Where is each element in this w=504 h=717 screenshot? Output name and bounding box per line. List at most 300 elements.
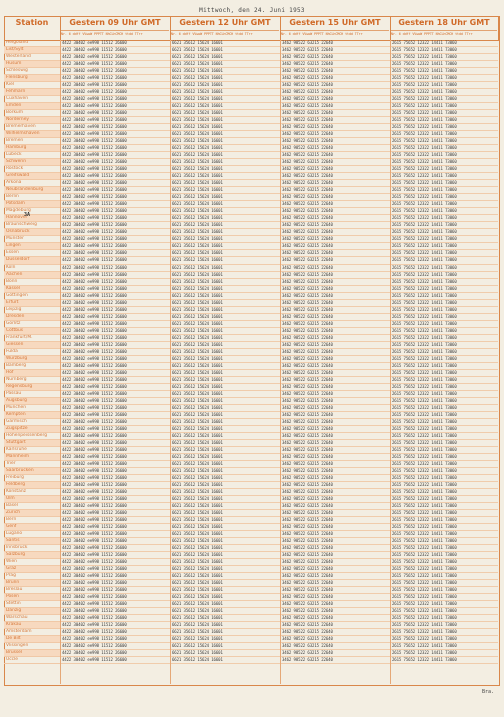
- observation-group: 2615 75652 12322 14411 73060: [392, 82, 457, 88]
- observation-group: 2615 75652 12322 14411 73060: [392, 264, 457, 270]
- observation-group: 2615 75652 12322 14411 73060: [392, 257, 457, 263]
- station-name: Cuxhaven: [4, 96, 60, 103]
- table-row: [60, 412, 498, 419]
- table-row: [60, 75, 498, 82]
- observation-group: 2615 75652 12322 14411 73060: [392, 320, 457, 326]
- observation-group: 6621 35612 15624 16601: [172, 313, 223, 319]
- observation-group: 6621 35612 15624 16601: [172, 264, 223, 270]
- observation-group: 2615 75652 12322 14411 73060: [392, 524, 457, 530]
- station-name: Göttingen: [4, 293, 60, 300]
- observation-group: 6621 35612 15624 16601: [172, 411, 223, 417]
- group-header-18: Gestern 18 Uhr GMT Nr. 6 ddff VVwwW PPPTT NhCLhCMCH ttdd TTrr: [390, 16, 499, 41]
- station-name: Borkum: [4, 110, 60, 117]
- observation-group: 3462 98522 63215 22640: [282, 96, 333, 102]
- observation-group: 4422 30402 ee998 11512 26600: [62, 313, 127, 319]
- observation-group: 6621 35612 15624 16601: [172, 194, 223, 200]
- station-name: Köln: [4, 265, 60, 272]
- observation-group: 2615 75652 12322 14411 73060: [392, 411, 457, 417]
- observation-group: 4422 30402 ee998 11512 26600: [62, 334, 127, 340]
- observation-group: 3462 98522 63215 22640: [282, 432, 333, 438]
- observation-group: 4422 30402 ee998 11512 26600: [62, 54, 127, 60]
- station-name: Frankfurt/M.: [4, 335, 60, 342]
- table-row: [60, 124, 498, 131]
- observation-group: 2615 75652 12322 14411 73060: [392, 299, 457, 305]
- observation-group: 3462 98522 63215 22640: [282, 615, 333, 621]
- table-row: [60, 496, 498, 503]
- table-row: [60, 152, 498, 159]
- observation-group: 2615 75652 12322 14411 73060: [392, 159, 457, 165]
- observation-group: 6621 35612 15624 16601: [172, 383, 223, 389]
- station-name: Warschau: [4, 615, 60, 622]
- observation-group: 3462 98522 63215 22640: [282, 362, 333, 368]
- observation-group: 4422 30402 ee998 11512 26600: [62, 650, 127, 656]
- table-row: [60, 622, 498, 629]
- station-name: Dresden: [4, 314, 60, 321]
- table-row: [60, 650, 498, 657]
- observation-group: 4422 30402 ee998 11512 26600: [62, 411, 127, 417]
- observation-group: 6621 35612 15624 16601: [172, 657, 223, 663]
- observation-group: 4422 30402 ee998 11512 26600: [62, 496, 127, 502]
- observation-group: 2615 75652 12322 14411 73060: [392, 250, 457, 256]
- observation-group: 3462 98522 63215 22640: [282, 355, 333, 361]
- observation-group: 4422 30402 ee998 11512 26600: [62, 159, 127, 165]
- observation-group: 4422 30402 ee998 11512 26600: [62, 446, 127, 452]
- station-name: Rostock: [4, 166, 60, 173]
- observation-group: 2615 75652 12322 14411 73060: [392, 285, 457, 291]
- observation-group: 6621 35612 15624 16601: [172, 173, 223, 179]
- observation-group: 3462 98522 63215 22640: [282, 285, 333, 291]
- table-row: [60, 321, 498, 328]
- table-row: [60, 272, 498, 279]
- station-name: Nürnberg: [4, 377, 60, 384]
- observation-group: 6621 35612 15624 16601: [172, 552, 223, 558]
- table-row: [60, 166, 498, 173]
- table-row: [60, 538, 498, 545]
- observation-group: 6621 35612 15624 16601: [172, 397, 223, 403]
- column-divider: [60, 40, 61, 684]
- observation-group: 6621 35612 15624 16601: [172, 180, 223, 186]
- observation-group: 3462 98522 63215 22640: [282, 292, 333, 298]
- observation-group: 6621 35612 15624 16601: [172, 341, 223, 347]
- observation-group: 3462 98522 63215 22640: [282, 145, 333, 151]
- station-name: Posen: [4, 594, 60, 601]
- observation-group: 4422 30402 ee998 11512 26600: [62, 418, 127, 424]
- observation-group: 4422 30402 ee998 11512 26600: [62, 552, 127, 558]
- table-row: [60, 405, 498, 412]
- observation-group: 4422 30402 ee998 11512 26600: [62, 376, 127, 382]
- observation-group: 4422 30402 ee998 11512 26600: [62, 545, 127, 551]
- station-name: Schwerin: [4, 159, 60, 166]
- observation-group: 2615 75652 12322 14411 73060: [392, 622, 457, 628]
- observation-group: 2615 75652 12322 14411 73060: [392, 552, 457, 558]
- footer-signature: Bra.: [481, 689, 494, 695]
- observation-group: 2615 75652 12322 14411 73060: [392, 278, 457, 284]
- observation-group: 3462 98522 63215 22640: [282, 152, 333, 158]
- observation-group: 6621 35612 15624 16601: [172, 166, 223, 172]
- observation-group: 3462 98522 63215 22640: [282, 510, 333, 516]
- table-row: [60, 68, 498, 75]
- station-name: Prag: [4, 573, 60, 580]
- station-name: Wilhelmshaven: [4, 131, 60, 138]
- observation-group: 2615 75652 12322 14411 73060: [392, 594, 457, 600]
- observation-group: 3462 98522 63215 22640: [282, 320, 333, 326]
- observation-group: 6621 35612 15624 16601: [172, 96, 223, 102]
- observation-group: 6621 35612 15624 16601: [172, 40, 223, 45]
- observation-group: 2615 75652 12322 14411 73060: [392, 103, 457, 109]
- observation-group: 2615 75652 12322 14411 73060: [392, 517, 457, 523]
- observation-group: 4422 30402 ee998 11512 26600: [62, 369, 127, 375]
- observation-group: 6621 35612 15624 16601: [172, 608, 223, 614]
- table-row: [60, 384, 498, 391]
- station-name: Hof: [4, 370, 60, 377]
- table-row: [60, 131, 498, 138]
- observation-group: 3462 98522 63215 22640: [282, 54, 333, 60]
- station-name: Zürich: [4, 510, 60, 517]
- observation-group: 3462 98522 63215 22640: [282, 397, 333, 403]
- observation-group: 2615 75652 12322 14411 73060: [392, 573, 457, 579]
- observation-group: 3462 98522 63215 22640: [282, 643, 333, 649]
- observation-group: 2615 75652 12322 14411 73060: [392, 657, 457, 663]
- observation-group: 4422 30402 ee998 11512 26600: [62, 264, 127, 270]
- observation-group: 3462 98522 63215 22640: [282, 608, 333, 614]
- observation-group: 4422 30402 ee998 11512 26600: [62, 425, 127, 431]
- table-row: [60, 208, 498, 215]
- station-name: Arkona: [4, 180, 60, 187]
- observation-group: 4422 30402 ee998 11512 26600: [62, 194, 127, 200]
- station-name: Emden: [4, 103, 60, 110]
- observation-group: 3462 98522 63215 22640: [282, 348, 333, 354]
- group-header-15: Gestern 15 Uhr GMT Nr. 6 ddff VVwwW PPPTT NhCLhCMCH ttdd TTrr: [280, 16, 391, 41]
- observation-group: 6621 35612 15624 16601: [172, 285, 223, 291]
- station-name: Stuttgart: [4, 440, 60, 447]
- station-name: Freiburg: [4, 475, 60, 482]
- observation-group: 2615 75652 12322 14411 73060: [392, 236, 457, 242]
- observation-group: 2615 75652 12322 14411 73060: [392, 383, 457, 389]
- observation-group: 6621 35612 15624 16601: [172, 517, 223, 523]
- table-row: [60, 40, 498, 47]
- station-name: Helgoland: [4, 40, 60, 47]
- station-name: Husum: [4, 61, 60, 68]
- table-row: [60, 194, 498, 201]
- column-divider: [170, 40, 171, 684]
- table-row: [60, 475, 498, 482]
- table-row: [60, 489, 498, 496]
- observation-group: 2615 75652 12322 14411 73060: [392, 446, 457, 452]
- observation-group: 2615 75652 12322 14411 73060: [392, 376, 457, 382]
- observation-group: 3462 98522 63215 22640: [282, 439, 333, 445]
- observation-group: 3462 98522 63215 22640: [282, 222, 333, 228]
- table-row: [60, 243, 498, 250]
- observation-group: 6621 35612 15624 16601: [172, 103, 223, 109]
- observation-group: 4422 30402 ee998 11512 26600: [62, 622, 127, 628]
- observation-group: 2615 75652 12322 14411 73060: [392, 306, 457, 312]
- station-name: Brüssel: [4, 650, 60, 657]
- table-row: [60, 468, 498, 475]
- observation-group: 6621 35612 15624 16601: [172, 138, 223, 144]
- table-row: [60, 454, 498, 461]
- table-row: [60, 61, 498, 68]
- station-name: Augsburg: [4, 398, 60, 405]
- observation-group: 6621 35612 15624 16601: [172, 54, 223, 60]
- observation-group: 3462 98522 63215 22640: [282, 496, 333, 502]
- observation-group: 3462 98522 63215 22640: [282, 503, 333, 509]
- observation-group: 4422 30402 ee998 11512 26600: [62, 47, 127, 53]
- station-name: Norderney: [4, 117, 60, 124]
- column-divider: [280, 40, 281, 684]
- table-row: [60, 138, 498, 145]
- observation-group: 6621 35612 15624 16601: [172, 580, 223, 586]
- observation-group: 3462 98522 63215 22640: [282, 460, 333, 466]
- observation-group: 2615 75652 12322 14411 73060: [392, 292, 457, 298]
- observation-group: 4422 30402 ee998 11512 26600: [62, 531, 127, 537]
- observation-group: 3462 98522 63215 22640: [282, 61, 333, 67]
- observation-group: 2615 75652 12322 14411 73060: [392, 138, 457, 144]
- observation-group: 4422 30402 ee998 11512 26600: [62, 243, 127, 249]
- station-name: Münster: [4, 236, 60, 243]
- observation-group: 2615 75652 12322 14411 73060: [392, 145, 457, 151]
- observation-group: 6621 35612 15624 16601: [172, 629, 223, 635]
- observation-group: 4422 30402 ee998 11512 26600: [62, 82, 127, 88]
- table-row: [60, 173, 498, 180]
- observation-group: 3462 98522 63215 22640: [282, 271, 333, 277]
- observation-group: 2615 75652 12322 14411 73060: [392, 152, 457, 158]
- observation-group: 4422 30402 ee998 11512 26600: [62, 643, 127, 649]
- observation-group: 2615 75652 12322 14411 73060: [392, 432, 457, 438]
- observation-group: 6621 35612 15624 16601: [172, 61, 223, 67]
- station-name: Flensburg: [4, 75, 60, 82]
- observation-group: 6621 35612 15624 16601: [172, 531, 223, 537]
- page-title: Mittwoch, den 24. Juni 1953: [199, 7, 305, 14]
- observation-group: 4422 30402 ee998 11512 26600: [62, 250, 127, 256]
- observation-group: 3462 98522 63215 22640: [282, 236, 333, 242]
- observation-group: 3462 98522 63215 22640: [282, 446, 333, 452]
- station-name: Würzburg: [4, 356, 60, 363]
- station-name: Leipzig: [4, 307, 60, 314]
- observation-group: 2615 75652 12322 14411 73060: [392, 496, 457, 502]
- station-name: Erfurt: [4, 300, 60, 307]
- observation-group: 2615 75652 12322 14411 73060: [392, 566, 457, 572]
- station-name: Graz: [4, 566, 60, 573]
- observation-group: 4422 30402 ee998 11512 26600: [62, 187, 127, 193]
- observation-group: 4422 30402 ee998 11512 26600: [62, 615, 127, 621]
- observation-group: 3462 98522 63215 22640: [282, 82, 333, 88]
- observation-group: 2615 75652 12322 14411 73060: [392, 187, 457, 193]
- observation-group: 3462 98522 63215 22640: [282, 566, 333, 572]
- table-row: [60, 440, 498, 447]
- observation-group: 2615 75652 12322 14411 73060: [392, 348, 457, 354]
- table-row: [60, 307, 498, 314]
- table-row: [60, 229, 498, 236]
- observation-group: 4422 30402 ee998 11512 26600: [62, 538, 127, 544]
- observation-group: 3462 98522 63215 22640: [282, 327, 333, 333]
- observation-group: 2615 75652 12322 14411 73060: [392, 425, 457, 431]
- table-row: [60, 257, 498, 264]
- table-row: [60, 314, 498, 321]
- observation-group: 4422 30402 ee998 11512 26600: [62, 285, 127, 291]
- table-row: [60, 629, 498, 636]
- observation-group: 3462 98522 63215 22640: [282, 425, 333, 431]
- observation-group: 4422 30402 ee998 11512 26600: [62, 201, 127, 207]
- observation-group: 4422 30402 ee998 11512 26600: [62, 467, 127, 473]
- observation-group: 4422 30402 ee998 11512 26600: [62, 257, 127, 263]
- observation-group: 6621 35612 15624 16601: [172, 243, 223, 249]
- observation-group: 3462 98522 63215 22640: [282, 474, 333, 480]
- observation-group: 6621 35612 15624 16601: [172, 481, 223, 487]
- observation-group: 3462 98522 63215 22640: [282, 250, 333, 256]
- observation-group: 2615 75652 12322 14411 73060: [392, 355, 457, 361]
- observation-group: 4422 30402 ee998 11512 26600: [62, 278, 127, 284]
- table-row: [60, 503, 498, 510]
- table-row: [60, 349, 498, 356]
- observation-group: 4422 30402 ee998 11512 26600: [62, 271, 127, 277]
- observation-group: 3462 98522 63215 22640: [282, 68, 333, 74]
- observation-group: 2615 75652 12322 14411 73060: [392, 538, 457, 544]
- table-row: [60, 524, 498, 531]
- observation-group: 4422 30402 ee998 11512 26600: [62, 629, 127, 635]
- observation-group: 6621 35612 15624 16601: [172, 348, 223, 354]
- observation-group: 3462 98522 63215 22640: [282, 229, 333, 235]
- observation-group: 2615 75652 12322 14411 73060: [392, 510, 457, 516]
- station-name: Salzburg: [4, 552, 60, 559]
- observation-group: 2615 75652 12322 14411 73060: [392, 201, 457, 207]
- observation-group: 6621 35612 15624 16601: [172, 510, 223, 516]
- table-row: [60, 96, 498, 103]
- observation-group: 3462 98522 63215 22640: [282, 538, 333, 544]
- observation-group: 6621 35612 15624 16601: [172, 418, 223, 424]
- observation-group: 2615 75652 12322 14411 73060: [392, 650, 457, 656]
- observation-group: 6621 35612 15624 16601: [172, 187, 223, 193]
- observation-group: 4422 30402 ee998 11512 26600: [62, 292, 127, 298]
- observation-group: 3462 98522 63215 22640: [282, 545, 333, 551]
- observation-group: 3462 98522 63215 22640: [282, 75, 333, 81]
- table-row: [60, 531, 498, 538]
- station-name: Wien: [4, 559, 60, 566]
- station-name: Potsdam: [4, 201, 60, 208]
- observation-group: 2615 75652 12322 14411 73060: [392, 166, 457, 172]
- observation-group: 4422 30402 ee998 11512 26600: [62, 152, 127, 158]
- table-row: [60, 215, 498, 222]
- observation-group: 6621 35612 15624 16601: [172, 229, 223, 235]
- observation-group: 4422 30402 ee998 11512 26600: [62, 348, 127, 354]
- observation-group: 6621 35612 15624 16601: [172, 236, 223, 242]
- table-row: [60, 636, 498, 643]
- observation-group: 6621 35612 15624 16601: [172, 257, 223, 263]
- station-name: Basel: [4, 503, 60, 510]
- observation-group: 4422 30402 ee998 11512 26600: [62, 453, 127, 459]
- observation-group: 2615 75652 12322 14411 73060: [392, 481, 457, 487]
- observation-group: 6621 35612 15624 16601: [172, 201, 223, 207]
- observation-group: 3462 98522 63215 22640: [282, 124, 333, 130]
- observation-group: 4422 30402 ee998 11512 26600: [62, 124, 127, 130]
- table-row: [60, 279, 498, 286]
- observation-group: 3462 98522 63215 22640: [282, 89, 333, 95]
- observation-group: 6621 35612 15624 16601: [172, 124, 223, 130]
- station-name: Mannheim: [4, 454, 60, 461]
- table-row: [60, 461, 498, 468]
- station-name: Kiel: [4, 82, 60, 89]
- observation-group: 6621 35612 15624 16601: [172, 404, 223, 410]
- observation-group: 2615 75652 12322 14411 73060: [392, 75, 457, 81]
- observation-group: 6621 35612 15624 16601: [172, 159, 223, 165]
- table-row: [60, 335, 498, 342]
- station-name: Braunschweig: [4, 222, 60, 229]
- station-name: Neubrandenburg: [4, 187, 60, 194]
- observation-group: 3462 98522 63215 22640: [282, 467, 333, 473]
- table-row: [60, 103, 498, 110]
- station-name: Stettin: [4, 601, 60, 608]
- observation-group: 6621 35612 15624 16601: [172, 362, 223, 368]
- table-row: [60, 145, 498, 152]
- observation-group: 6621 35612 15624 16601: [172, 271, 223, 277]
- observation-group: 6621 35612 15624 16601: [172, 446, 223, 452]
- observation-group: 2615 75652 12322 14411 73060: [392, 615, 457, 621]
- station-name: Breslau: [4, 587, 60, 594]
- observation-group: 2615 75652 12322 14411 73060: [392, 180, 457, 186]
- table-row: [60, 159, 498, 166]
- station-name: Lübeck: [4, 152, 60, 159]
- observation-group: 4422 30402 ee998 11512 26600: [62, 180, 127, 186]
- observation-group: 6621 35612 15624 16601: [172, 110, 223, 116]
- station-name: Düsseldorf: [4, 257, 60, 264]
- station-name: Bremerhaven: [4, 124, 60, 131]
- observation-group: 2615 75652 12322 14411 73060: [392, 559, 457, 565]
- observation-group: 6621 35612 15624 16601: [172, 215, 223, 221]
- observation-group: 6621 35612 15624 16601: [172, 320, 223, 326]
- observation-group: 6621 35612 15624 16601: [172, 622, 223, 628]
- station-name: Bremen: [4, 138, 60, 145]
- observation-group: 6621 35612 15624 16601: [172, 292, 223, 298]
- table-row: [60, 510, 498, 517]
- observation-group: 6621 35612 15624 16601: [172, 594, 223, 600]
- observation-group: 2615 75652 12322 14411 73060: [392, 173, 457, 179]
- observation-group: 6621 35612 15624 16601: [172, 369, 223, 375]
- observation-group: 6621 35612 15624 16601: [172, 538, 223, 544]
- station-name: Karlsruhe: [4, 447, 60, 454]
- station-name: De Bilt: [4, 636, 60, 643]
- observation-group: 4422 30402 ee998 11512 26600: [62, 432, 127, 438]
- table-row: [60, 286, 498, 293]
- observation-group: 2615 75652 12322 14411 73060: [392, 397, 457, 403]
- observation-group: 6621 35612 15624 16601: [172, 68, 223, 74]
- observation-group: 4422 30402 ee998 11512 26600: [62, 299, 127, 305]
- observation-group: 2615 75652 12322 14411 73060: [392, 96, 457, 102]
- table-row: [60, 54, 498, 61]
- observation-group: 3462 98522 63215 22640: [282, 587, 333, 593]
- observation-group: 3462 98522 63215 22640: [282, 524, 333, 530]
- observation-group: 2615 75652 12322 14411 73060: [392, 243, 457, 249]
- observation-group: 2615 75652 12322 14411 73060: [392, 404, 457, 410]
- observation-group: 3462 98522 63215 22640: [282, 173, 333, 179]
- observation-group: 4422 30402 ee998 11512 26600: [62, 390, 127, 396]
- observation-group: 4422 30402 ee998 11512 26600: [62, 580, 127, 586]
- observation-group: 4422 30402 ee998 11512 26600: [62, 636, 127, 642]
- observation-group: 3462 98522 63215 22640: [282, 257, 333, 263]
- observation-group: 4422 30402 ee998 11512 26600: [62, 362, 127, 368]
- observation-group: 2615 75652 12322 14411 73060: [392, 601, 457, 607]
- station-name: Danzig: [4, 608, 60, 615]
- observation-group: 4422 30402 ee998 11512 26600: [62, 40, 127, 45]
- observation-group: 4422 30402 ee998 11512 26600: [62, 559, 127, 565]
- observation-group: 4422 30402 ee998 11512 26600: [62, 103, 127, 109]
- station-column: [4, 40, 60, 664]
- observation-group: 2615 75652 12322 14411 73060: [392, 439, 457, 445]
- observation-group: 4422 30402 ee998 11512 26600: [62, 229, 127, 235]
- observation-group: 6621 35612 15624 16601: [172, 250, 223, 256]
- table-row: [60, 601, 498, 608]
- observation-group: 2615 75652 12322 14411 73060: [392, 580, 457, 586]
- table-row: [60, 419, 498, 426]
- observation-group: 6621 35612 15624 16601: [172, 131, 223, 137]
